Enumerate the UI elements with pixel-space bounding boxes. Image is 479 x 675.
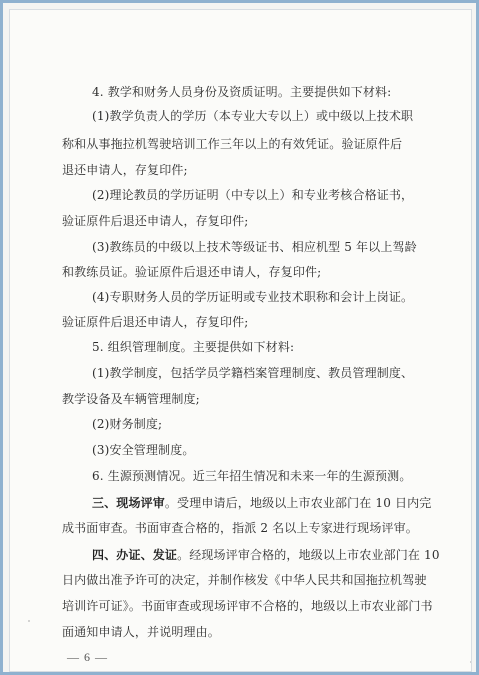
section-heading: 四、办证、发证 — [92, 548, 178, 562]
text-line: (1)教学制度，包括学员学籍档案管理制度、教员管理制度、 — [92, 366, 414, 380]
text-line: (1)教学负责人的学历（本专业大专以上）或中级以上技术职 — [92, 109, 414, 123]
text-line: (2)财务制度; — [92, 417, 163, 431]
text-line: 称和从事拖拉机驾驶培训工作三年以上的有效凭证。验证原件后 — [62, 137, 403, 151]
text-line: 教学设备及车辆管理制度; — [62, 392, 200, 406]
section-heading: 三、现场评审 — [92, 496, 165, 510]
text-line: (4)专职财务人员的学历证明或专业技术职称和会计上岗证。 — [92, 290, 414, 304]
text-line: 成书面审查。书面审查合格的，指派 2 名以上专家进行现场评审。 — [62, 521, 418, 535]
section-text: 。经现场评审合格的，地级以上市农业部门在 10 — [177, 548, 440, 562]
text-line: 日内做出准予许可的决定，并制作核发《中华人民共和国拖拉机驾驶 — [62, 573, 427, 587]
text-line: 培训许可证》。书面审查或现场评审不合格的，地级以上市农业部门书 — [62, 599, 433, 613]
text-line: 面通知申请人，并说明理由。 — [62, 625, 220, 639]
page-number: — 6 — — [67, 650, 108, 664]
text-line: 验证原件后退还申请人，存复印件; — [62, 315, 249, 329]
document-page — [9, 9, 472, 672]
text-line: 退还申请人，存复印件; — [62, 163, 188, 177]
text-line: 验证原件后退还申请人，存复印件; — [62, 214, 249, 228]
text-line: (2)理论教员的学历证明（中专以上）和专业考核合格证书， — [92, 188, 414, 202]
text-line — [92, 547, 440, 563]
text-line: 5. 组织管理制度。主要提供如下材料: — [92, 340, 295, 354]
text-line: 和教练员证。验证原件后退还申请人，存复印件; — [62, 265, 322, 279]
text-line: (3)教练员的中级以上技术等级证书、相应机型 5 年以上驾龄 — [92, 240, 417, 254]
text-line — [92, 495, 431, 511]
text-line: 4. 教学和财务人员身份及资质证明。主要提供如下材料: — [92, 85, 392, 99]
text-line: (3)安全管理制度。 — [92, 443, 195, 457]
paper-speck — [28, 620, 30, 622]
text-line: 6. 生源预测情况。近三年招生情况和未来一年的生源预测。 — [92, 469, 412, 483]
paper-speck — [470, 661, 472, 663]
section-text: 。受理申请后，地级以上市农业部门在 10 日内完 — [164, 496, 432, 510]
